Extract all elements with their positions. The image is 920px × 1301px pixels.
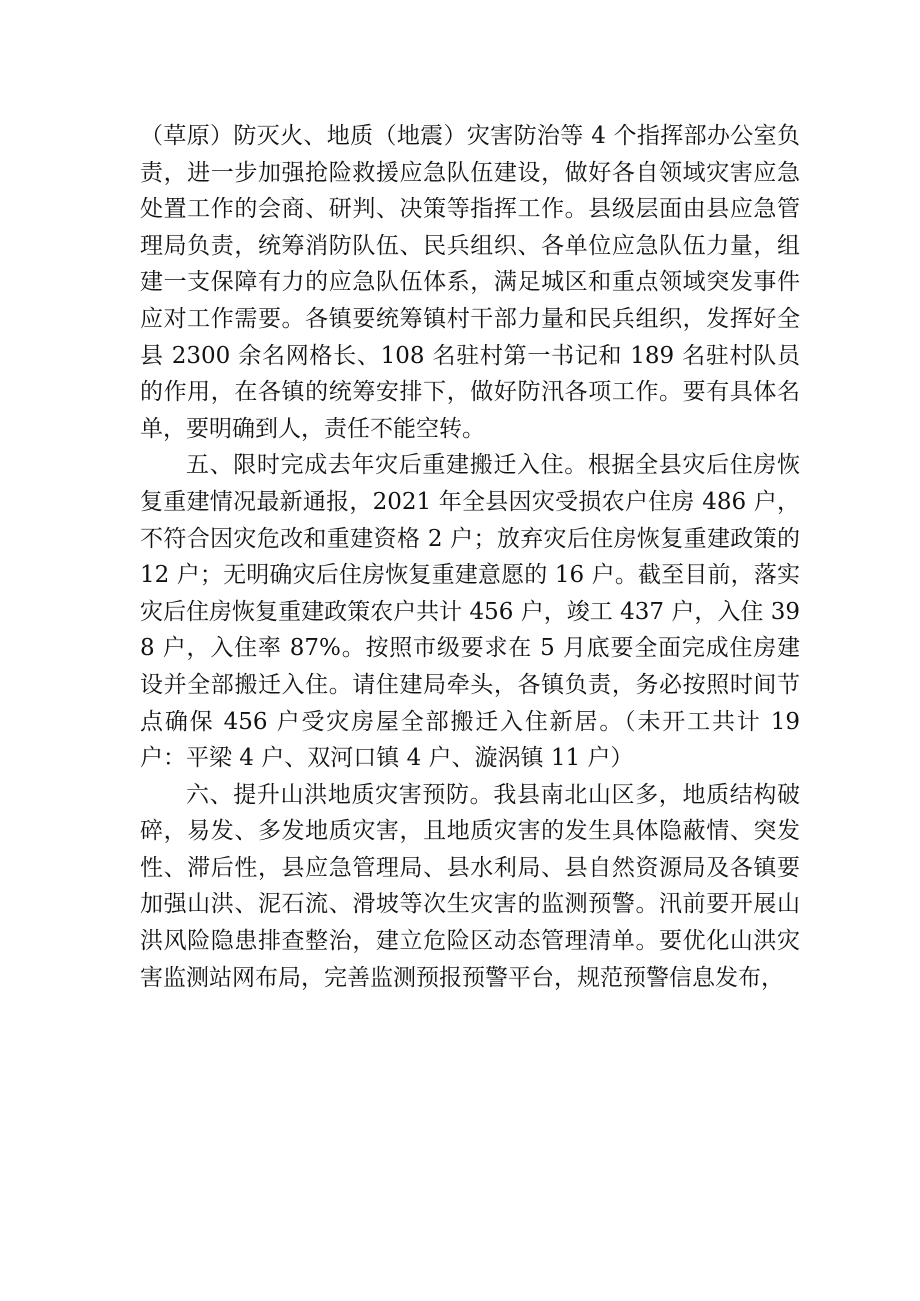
document-body	[140, 118, 800, 996]
paragraph-section-five-reconstruction: 五、限时完成去年灾后重建搬迁入住。根据全县灾后住房恢复重建情况最新通报，2021 年全县因灾受损农户住房 486 户，不符合因灾危改和重建资格 2 户；放弃灾后住房恢复重建政策的 12 户；无明确灾后住房恢复重建意愿的 16 户。截至目前，落实灾后住房恢复重建政策农户共计 456 户，竣工 437 户，入住 398 户，入住率 87%。按照市级要求在 5 月底要全面完成住房建设并全部搬迁入住。请住建局牵头，各镇负责，务必按照时间节点确保 456 户受灾房屋全部搬迁入住新居。（未开工共计 19 户：平梁 4 户、双河口镇 4 户、漩涡镇 11 户）	[140, 452, 800, 772]
paragraph-section-six-flood-geohazard: 六、提升山洪地质灾害预防。我县南北山区多，地质结构破碎，易发、多发地质灾害，且地质灾害的发生具体隐蔽情、突发性、滞后性，县应急管理局、县水利局、县自然资源局及各镇要加强山洪、泥石流、滑坡等次生灾害的监测预警。汛前要开展山洪风险隐患排查整治，建立危险区动态管理清单。要优化山洪灾害监测站网布局，完善监测预报预警平台，规范预警信息发布，	[140, 781, 800, 991]
paragraph-continuation-emergency-teams: （草原）防灭火、地质（地震）灾害防治等 4 个指挥部办公室负责，进一步加强抢险救援应急队伍建设，做好各自领域灾害应急处置工作的会商、研判、决策等指挥工作。县级层面由县应急管理局负责，统筹消防队伍、民兵组织、各单位应急队伍力量，组建一支保障有力的应急队伍体系，满足城区和重点领域突发事件应对工作需要。各镇要统筹镇村干部力量和民兵组织，发挥好全县 2300 余名网格长、108 名驻村第一书记和 189 名驻村队员的作用，在各镇的统筹安排下，做好防汛各项工作。要有具体名单，要明确到人，责任不能空转。	[140, 123, 800, 442]
